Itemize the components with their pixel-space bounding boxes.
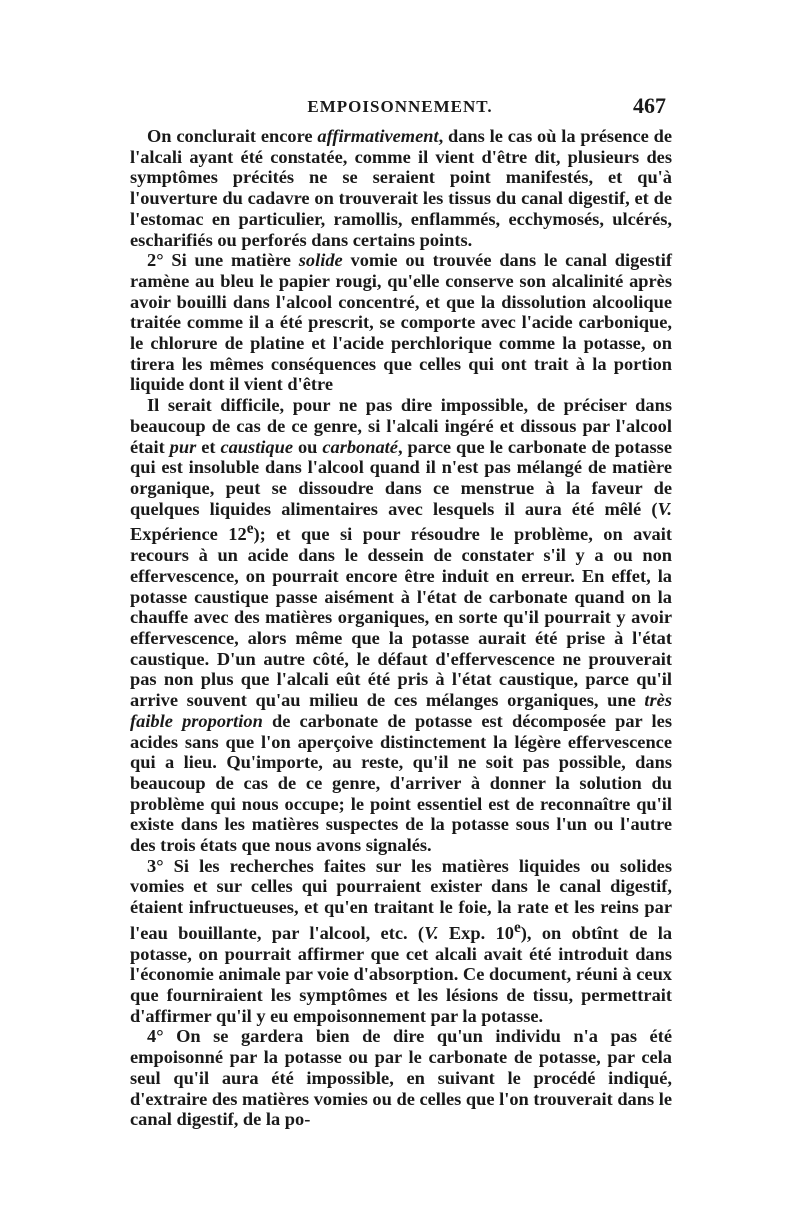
page-number: 467 xyxy=(633,93,666,118)
superscript: e xyxy=(246,520,254,538)
page-header xyxy=(130,93,670,123)
italic-run: affirmativement xyxy=(317,126,439,146)
italic-run: carbonaté xyxy=(322,436,398,457)
italic-run: solide xyxy=(298,250,343,271)
superscript: e xyxy=(513,918,521,936)
italic-run: pur xyxy=(169,436,197,457)
paragraph-point-3 xyxy=(130,856,672,1027)
text-run: On conclurait encore xyxy=(147,126,318,146)
paragraph-point-2 xyxy=(130,250,672,395)
text-run: ), on obtînt de la potasse, on pourrait affirmer que cet alcali avait été introduit dans l'économie animale par voie d'absorption. Ce document, réuni à ceux que fourniraient les symptômes et les lésions de tissu, permettrait d'affirmer qu'il y eu empoisonnement par la potasse. xyxy=(130,922,673,1026)
text-run: ); et que si pour résoudre le problème, on avait recours à un acide dans le dessein de constater s'il y a ou non effervescence, on pourrait encore être induit en erreur. En effet, la potasse caustique passe aisément à l'état de carbonate quand on la chauffe avec des matières organiques, en sorte qu'il pourrait y avoir effervescence, alors même que la potasse aurait été prise à l'état caustique. D'un autre côté, le défaut d'effervescence ne prouverait pas non plus que l'alcali eût été pris à l'état caustique, parce qu'il arrive souvent qu'au milieu de ces mélanges organiques, une xyxy=(130,524,672,711)
text-run: ou xyxy=(293,436,323,457)
text-run: , dans le cas où la présence de l'alcali ayant été constatée, comme il vient d'être dit, plusieurs des symptômes précités ne se seraient point manifestés, et qu'à l'ouverture du cadavre on trouverait les tissus du canal digestif, et de l'estomac en particulier, ramollis, enflammés, ecchymosés, ulcérés, escharifiés ou perforés dans certains points. xyxy=(130,126,672,250)
italic-run: caustique xyxy=(220,436,294,457)
paragraph-point-4 xyxy=(130,1026,672,1130)
paragraph-conclusion xyxy=(130,126,672,250)
text-run: 4° On se gardera bien de dire qu'un individu n'a pas été empoisonné par la potasse ou par le carbonate de potasse, par cela seul qu'il aura été impossible, en suivant le procédé indiqué, d'extraire des matières vomies ou de celles que l'on trouverait dans le canal digestif, de la po- xyxy=(130,1026,672,1130)
text-run: vomie ou trouvée dans le canal digestif ramène au bleu le papier rougi, qu'elle conserve son alcalinité après avoir bouilli dans l'alcool concentré, et que la dissolution alcoolique traitée comme il a été prescrit, se comporte avec l'acide carbonique, le chlorure de platine et l'acide perchlorique comme la potasse, on tirera les mêmes conséquences que celles qui ont trait à la portion liquide dont il vient d'être xyxy=(130,250,672,395)
text-run: Exp. 10 xyxy=(438,922,514,943)
text-run: de carbonate de potasse est décomposée par les acides sans que l'on aperçoive distinctement la légère effervescence qui a lieu. Qu'importe, au reste, qu'il ne soit pas possible, dans beaucoup de cas de ce genre, d'arriver à donner la solution du problème qui nous occupe; le point essentiel est de reconnaître qu'il existe dans les matières suspectes de la potasse sous l'un ou l'autre des trois états que nous avons signalés. xyxy=(130,710,672,856)
text-run: 3° Si les recherches faites sur les matières liquides ou solides vomies et sur celles qui pourraient exister dans le canal digestif, étaient infructueuses, et qu'en traitant le foie, la rate et les reins par l'eau bouillante, par l'alcool, etc. ( xyxy=(130,855,672,943)
italic-run: V. xyxy=(424,922,439,943)
italic-run: très faible proportion xyxy=(130,690,672,731)
text-run: 2° Si une matière xyxy=(147,250,299,271)
text-run: , parce que le carbonate de potasse qui est insoluble dans l'alcool quand il n'est pas mélangé de matière organique, peut se dissoudre dans ce menstrue à la faveur de quelques liquides alimentaires avec lesquels il aura été mêlé ( xyxy=(130,436,672,519)
paragraph-difficulty xyxy=(130,395,672,856)
italic-run: V. xyxy=(657,498,672,519)
body-text xyxy=(130,126,672,1130)
running-head: EMPOISONNEMENT. xyxy=(307,97,493,116)
text-run: Expérience 12 xyxy=(130,524,247,545)
text-run: Il serait difficile, pour ne pas dire impossible, de préciser dans beaucoup de cas de ce genre, si l'alcali ingéré et dissous par l'alcool était xyxy=(130,395,672,457)
text-run: et xyxy=(196,436,221,457)
